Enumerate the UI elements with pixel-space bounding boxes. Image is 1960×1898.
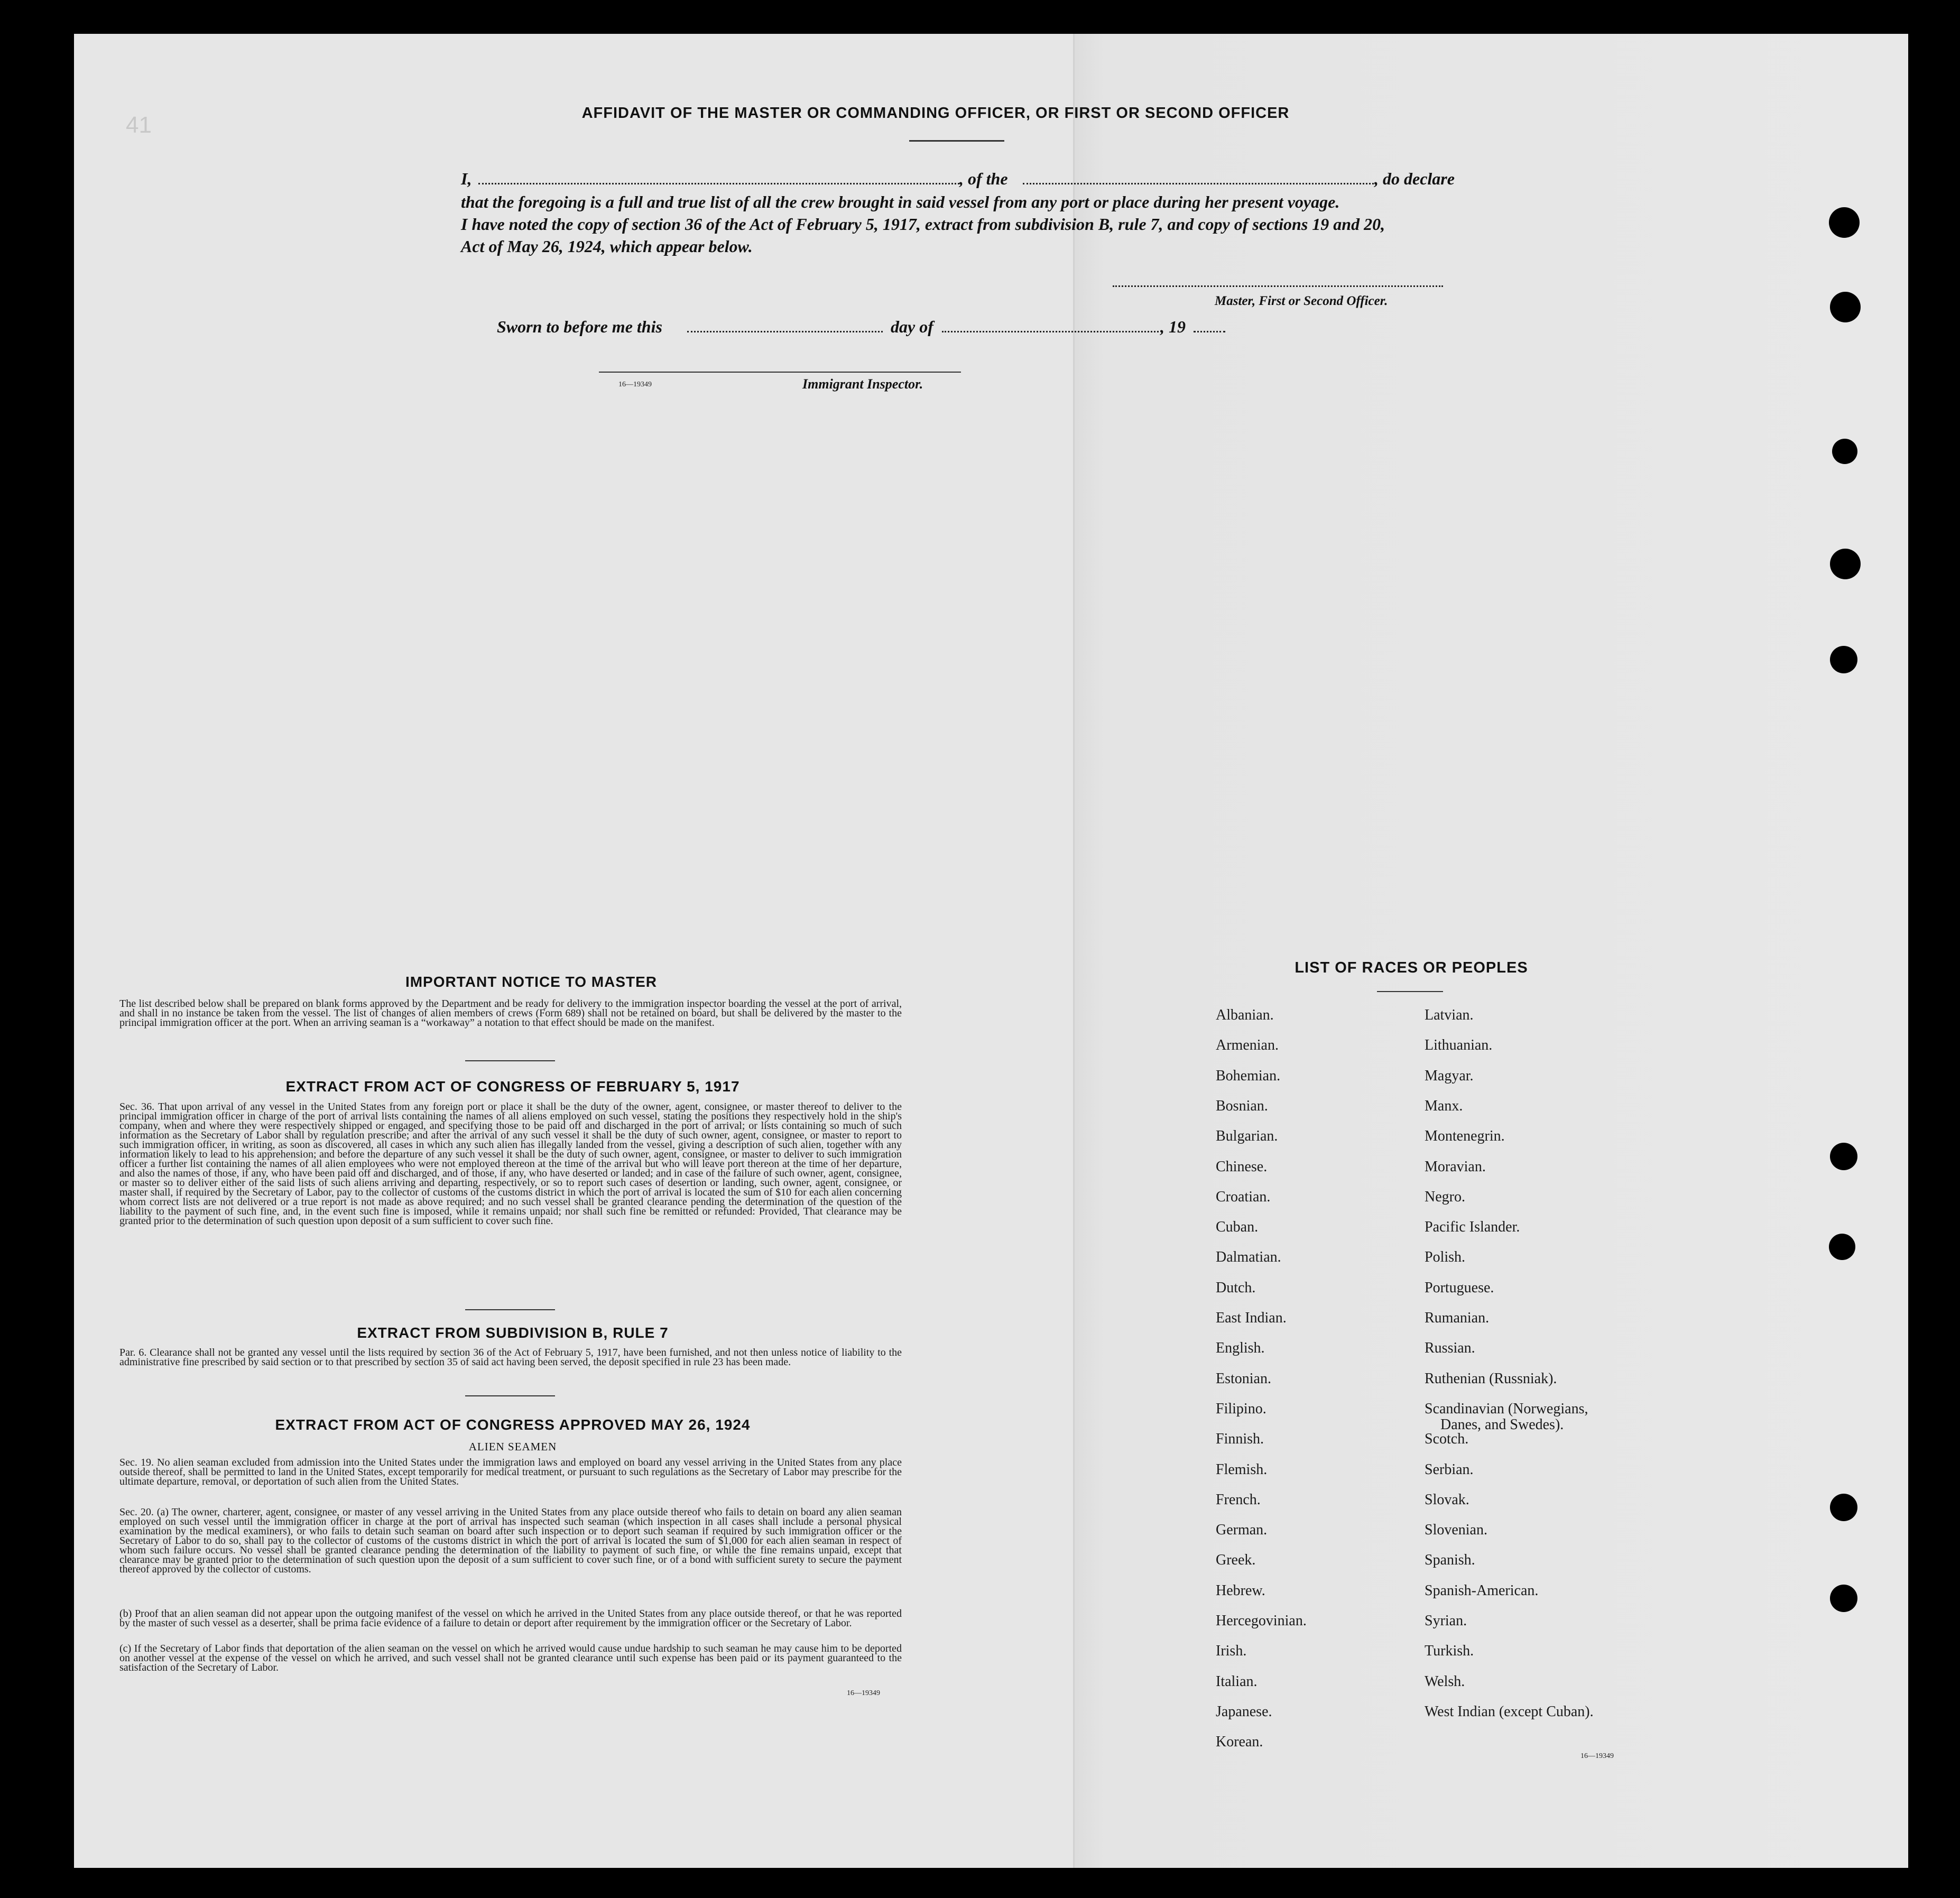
races-rule: [1377, 991, 1443, 992]
race-item: Pacific Islander.: [1425, 1219, 1520, 1236]
vessel-field[interactable]: [1023, 183, 1377, 184]
race-item: Rumanian.: [1425, 1310, 1490, 1326]
race-item: Danes, and Swedes).: [1440, 1416, 1564, 1433]
margin-mark: 41: [126, 112, 152, 138]
title-rule: [909, 140, 1004, 142]
inspector-label: Immigrant Inspector.: [802, 376, 923, 392]
race-item: English.: [1216, 1340, 1265, 1357]
extract-1917-text: Sec. 36. That upon arrival of any vessel in the United States from any foreign port or place it shall be the duty of the owner, agent, consignee, or master thereof to deliver to the principal immigration officer in charge of the port of arrival lists containing the names of all aliens employed on such vessel, stating the positions they respectively hold in the ship's company, when and where they were respectively shipped or engaged, and specifying those to be paid off and discharged in the port of arrival; or lists containing so much of such information as the Secretary of Labor shall by regulation prescribe; and after the arrival of any such vessel it shall be the duty of such owner, agent, consignee, or master to report to such immigration officer, in writing, as soon as discovered, all cases in which any such alien has illegally landed from the vessel, giving a description of such alien, together with any information likely to lead to his apprehension; and before the departure of any such vessel it shall be the duty of such owner, agent, consignee, or master to deliver to such immigration officer a further list containing the names of all alien employees who were not employed thereon at the time of the arrival but who will leave port thereon at the time of her departure, and also the names of those, if any, who have been paid off and discharged, and of those, if any, who have deserted or landed; and in case of the failure of such owner, agent, consignee, or master so to deliver either of the said lists of such aliens arriving and departing, respectively, or so to report such cases of desertion or landing, such owner, agent, consignee, or master shall, if required by the Secretary of Labor, pay to the collector of customs of the customs district in which the port of arrival is located the sum of $10 for each alien concerning whom correct lists are not delivered or a true report is not made as above required; and no such vessel shall be granted clearance pending the determination of the question of the liability to the payment of such fine, and, in the event such fine is imposed, while it remains unpaid; nor shall such fine be remitted or refunded: Provided, That clearance may be granted prior to the determination of such question upon deposit of a sum sufficient to cover such fine.: [119, 1101, 902, 1227]
punch-hole: [1830, 646, 1857, 673]
race-item: Korean.: [1216, 1734, 1263, 1751]
race-item: Spanish.: [1425, 1552, 1475, 1569]
affidavit-title: AFFIDAVIT OF THE MASTER OR COMMANDING OFFICER, OR FIRST OR SECOND OFFICER: [581, 105, 1290, 122]
race-item: Magyar.: [1425, 1067, 1474, 1084]
race-item: Bohemian.: [1216, 1067, 1281, 1084]
form-number-top: 16—19349: [618, 381, 652, 388]
signature-label: Master, First or Second Officer.: [1215, 294, 1388, 308]
sworn-year-label: , 19: [1160, 317, 1186, 336]
race-item: East Indian.: [1216, 1310, 1287, 1326]
form-number-races: 16—19349: [1580, 1752, 1614, 1760]
sworn-day-label: day of: [891, 317, 933, 336]
sworn-year-field[interactable]: [1194, 331, 1225, 332]
affidavit-line3: I have noted the copy of section 36 of the Act of February 5, 1917, extract from subdivision B, rule 7, and copy of sections 19 and 20,: [461, 215, 1385, 234]
inspector-line: [599, 372, 961, 373]
sec20b-text: (b) Proof that an alien seaman did not appear upon the outgoing manifest of the vessel on which he arrived in the United States from any place outside thereof, or that he was reported by the master of such vessel as a deserter, shall be prima facie evidence of a failure to detain or deport after requirement by the immigration officer or the Secretary of Labor.: [119, 1608, 902, 1629]
notice-text: The list described below shall be prepared on blank forms approved by the Department and be ready for delivery to the immigration inspector boarding the vessel at the port of arrival, and shall in no instance be taken from the vessel. The list of changes of alien members of crews (Form 689) shall not be retained on board, but shall be delivered by the master to the principal immigration officer at the port. When an arriving seaman is a “workaway” a notation to that effect should be made on the manifest.: [119, 998, 902, 1029]
race-item: Hebrew.: [1216, 1582, 1265, 1599]
center-fold: [1073, 34, 1075, 1868]
race-item: Chinese.: [1216, 1158, 1268, 1175]
race-item: Greek.: [1216, 1552, 1256, 1569]
sworn-day-field[interactable]: [687, 331, 883, 332]
race-item: French.: [1216, 1491, 1261, 1508]
signature-field[interactable]: [1113, 285, 1443, 287]
affidavit-of-the: , of the: [959, 169, 1008, 188]
race-item: Slovenian.: [1425, 1522, 1487, 1539]
race-item: Lithuanian.: [1425, 1037, 1493, 1054]
extract-1917-title: EXTRACT FROM ACT OF CONGRESS OF FEBRUARY 5, 1917: [285, 1078, 740, 1095]
rule7-rule: [465, 1395, 555, 1396]
race-item: Bosnian.: [1216, 1097, 1268, 1114]
sec19-text: Sec. 19. No alien seaman excluded from admission into the United States under the immigration laws and employed on board any vessel arriving in the United States from any place outside thereof, shall be permitted to land in the United States, except temporarily for medical treatment, or pursuant to such regulations as the Secretary of Labor may prescribe for the ultimate departure, removal, or deportation of such alien from the United States.: [119, 1457, 902, 1487]
race-item: Polish.: [1425, 1249, 1466, 1266]
punch-hole: [1830, 549, 1861, 579]
race-item: Serbian.: [1425, 1461, 1474, 1478]
race-item: Slovak.: [1425, 1491, 1469, 1508]
races-title: LIST OF RACES OR PEOPLES: [1295, 959, 1528, 976]
race-item: Turkish.: [1425, 1643, 1474, 1660]
punch-hole: [1829, 207, 1860, 238]
race-item: Italian.: [1216, 1673, 1258, 1690]
punch-hole: [1829, 1234, 1855, 1260]
affidavit-line4: Act of May 26, 1924, which appear below.: [461, 237, 753, 256]
race-item: Flemish.: [1216, 1461, 1268, 1478]
race-item: Manx.: [1425, 1097, 1463, 1114]
race-item: Cuban.: [1216, 1219, 1259, 1236]
sworn-month-field[interactable]: [942, 331, 1159, 332]
race-item: Montenegrin.: [1425, 1128, 1505, 1145]
race-item: Armenian.: [1216, 1037, 1279, 1054]
race-item: Japanese.: [1216, 1703, 1272, 1720]
sec20a-text: Sec. 20. (a) The owner, charterer, agent, consignee, or master of any vessel arriving in the United States from any place outside thereof who fails to detain on board any alien seaman employed on such vessel until the immigration officer in charge at the port of arrival has inspected such seaman (which inspection in all cases shall include a personal physical examination by the medical examiners), or who fails to detain such seaman on board after such inspection or to deport such seaman if required by such immigration officer or the Secretary of Labor to do so, shall pay to the collector of customs of the customs district in which the port of arrival is located the sum of $1,000 for each alien seaman in respect of whom such failure occurs. No vessel shall be granted clearance pending the determination of the liability to payment of such fine, or while the fine remains unpaid, except that clearance may be granted prior to the determination of such question upon the deposit of a sum sufficient to cover such fine, or of a bond with sufficient surety to secure the payment thereof approved by the collector of customs.: [119, 1506, 902, 1575]
race-item: Moravian.: [1425, 1158, 1486, 1175]
extract-1924-subtitle: ALIEN SEAMEN: [468, 1440, 557, 1453]
race-item: Scandinavian (Norwegians,: [1425, 1400, 1588, 1417]
extract-1924-title: EXTRACT FROM ACT OF CONGRESS APPROVED MAY 26, 1924: [275, 1416, 751, 1433]
race-item: German.: [1216, 1522, 1268, 1539]
punch-hole: [1830, 1494, 1857, 1521]
race-item: Dalmatian.: [1216, 1249, 1281, 1266]
race-item: Portuguese.: [1425, 1279, 1494, 1296]
affidavit-do-declare: , do declare: [1374, 169, 1455, 188]
race-item: Russian.: [1425, 1340, 1475, 1357]
race-item: Dutch.: [1216, 1279, 1256, 1296]
notice-title: IMPORTANT NOTICE TO MASTER: [405, 974, 658, 990]
race-item: Scotch.: [1425, 1431, 1469, 1448]
rule7-text: Par. 6. Clearance shall not be granted any vessel until the lists required by section 36 of the Act of February 5, 1917, have been furnished, and not then unless notice of liability to the administrative fine prescribed by said section or to that prescribed by section 35 of said act having been served, the deposit specified in rule 23 has been made.: [119, 1347, 902, 1368]
race-item: Syrian.: [1425, 1613, 1467, 1629]
race-item: Hercegovinian.: [1216, 1613, 1307, 1629]
race-item: Albanian.: [1216, 1007, 1274, 1023]
race-item: Welsh.: [1425, 1673, 1465, 1690]
punch-hole: [1830, 1585, 1857, 1612]
rule7-title: EXTRACT FROM SUBDIVISION B, RULE 7: [357, 1325, 669, 1341]
race-item: Bulgarian.: [1216, 1128, 1278, 1145]
sworn-prefix: Sworn to before me this: [497, 317, 662, 336]
race-item: Latvian.: [1425, 1007, 1474, 1023]
race-item: Spanish-American.: [1425, 1582, 1539, 1599]
punch-hole: [1832, 439, 1857, 464]
punch-hole: [1830, 1143, 1857, 1170]
extract-1917-rule: [465, 1309, 555, 1310]
name-field[interactable]: [478, 183, 959, 184]
race-item: Filipino.: [1216, 1400, 1266, 1417]
race-item: West Indian (except Cuban).: [1425, 1703, 1594, 1720]
affidavit-line2: that the foregoing is a full and true list of all the crew brought in said vessel from any port or place during her present voyage.: [461, 192, 1340, 211]
form-number-bottom-left: 16—19349: [847, 1689, 880, 1697]
race-item: Estonian.: [1216, 1370, 1271, 1387]
race-item: Croatian.: [1216, 1188, 1271, 1205]
document-sheet: [74, 34, 1908, 1868]
race-item: Irish.: [1216, 1643, 1247, 1660]
race-item: Ruthenian (Russniak).: [1425, 1370, 1557, 1387]
sec20c-text: (c) If the Secretary of Labor finds that deportation of the alien seaman on the vessel on which he arrived would cause undue hardship to such seaman he may cause him to be deported on another vessel at the expense of the vessel on which he arrived, and such vessel shall not be granted clearance until such expense has been paid or its payment guaranteed to the satisfaction of the Secretary of Labor.: [119, 1643, 902, 1673]
affidavit-i: I,: [461, 169, 472, 188]
race-item: Finnish.: [1216, 1431, 1264, 1448]
notice-rule: [465, 1060, 555, 1061]
punch-hole: [1830, 292, 1861, 322]
race-item: Negro.: [1425, 1188, 1465, 1205]
